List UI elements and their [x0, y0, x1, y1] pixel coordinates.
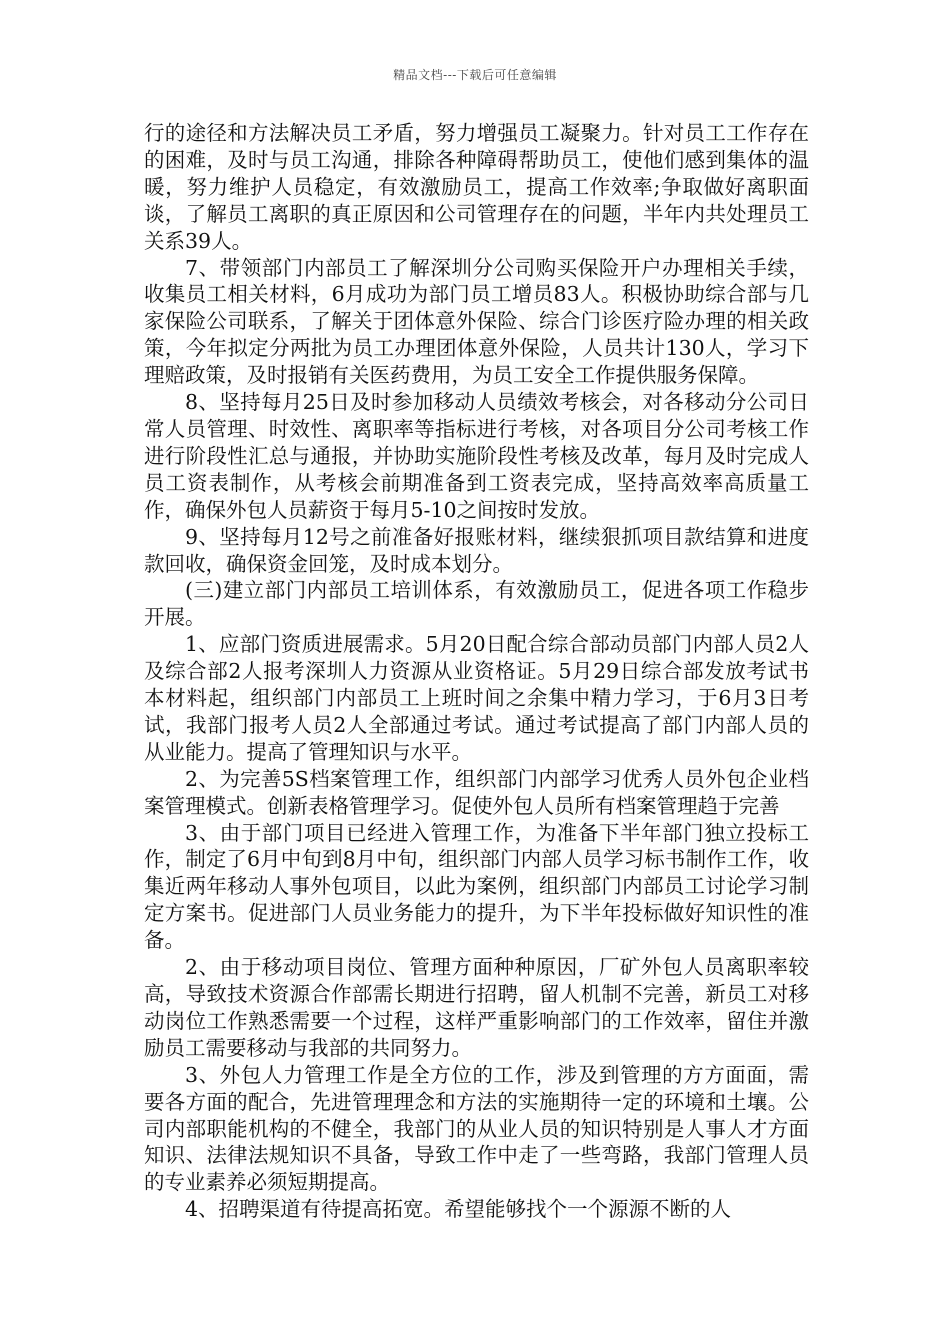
paragraph-item-7: 7、带领部门内部员工了解深圳分公司购买保险开户办理相关手续，收集员工相关材料，6月成功为部门员工增员83人。积极协助综合部与几家保险公司联系，了解关于团体意外保险、综合门诊医疗险办理的相关政策，今年拟定分两批为员工办理团体意外保险，人员共计130人，学习下理赔政策，及时报销有关医药费用，为员工安全工作提供服务保障。 [144, 255, 809, 388]
paragraph-continuation: 行的途径和方法解决员工矛盾，努力增强员工凝聚力。针对员工工作存在的困难，及时与员工沟通，排除各种障碍帮助员工，使他们感到集体的温暖，努力维护人员稳定，有效激励员工，提高工作效率;争取做好离职面谈，了解员工离职的真正原因和公司管理存在的问题，半年内共处理员工关系39人。 [144, 121, 809, 253]
paragraph-issue-2: 2、由于移动项目岗位、管理方面种种原因，厂矿外包人员离职率较高，导致技术资源合作部需长期进行招聘，留人机制不完善，新员工对移动岗位工作熟悉需要一个过程，这样严重影响部门的工作效率，留住并激励员工需要移动与我部的共同努力。 [144, 955, 809, 1060]
paragraph-training-2: 2、为完善5S档案管理工作，组织部门内部学习优秀人员外包企业档案管理模式。创新表格管理学习。促使外包人员所有档案管理趋于完善 [144, 766, 809, 818]
document-body [144, 120, 809, 1223]
paragraph-training-3: 3、由于部门项目已经进入管理工作，为准备下半年部门独立投标工作，制定了6月中旬到8月中旬，组织部门内部人员学习标书制作工作，收集近两年移动人事外包项目，以此为案例，组织部门内部员工讨论学习制定方案书。促进部门人员业务能力的提升，为下半年投标做好知识性的准备。 [144, 820, 809, 953]
section-heading-3: (三)建立部门内部员工培训体系，有效激励员工，促进各项工作稳步开展。 [144, 578, 809, 630]
page-header: 精品文档---下载后可任意编辑 [393, 68, 557, 82]
paragraph-training-1: 1、应部门资质进展需求。5月20日配合综合部动员部门内部人员2人及综合部2人报考深圳人力资源从业资格证。5月29日综合部发放考试书本材料起，组织部门内部员工上班时间之余集中精力学习，于6月3日考试，我部门报考人员2人全部通过考试。通过考试提高了部门内部人员的从业能力。提高了管理知识与水平。 [144, 632, 809, 764]
paragraph-item-9: 9、坚持每月12号之前准备好报账材料，继续狠抓项目款结算和进度款回收，确保资金回笼，及时成本划分。 [144, 524, 809, 576]
paragraph-issue-4: 4、招聘渠道有待提高拓宽。希望能够找个一个源源不断的人 [185, 1197, 732, 1222]
paragraph-issue-3: 3、外包人力管理工作是全方位的工作，涉及到管理的方方面面，需要各方面的配合，先进管理理念和方法的实施期待一定的环境和土壤。公司内部职能机构的不健全，我部门的从业人员的知识特别是人事人才方面知识、法律法规知识不具备，导致工作中走了一些弯路，我部门管理人员的专业素养必须短期提高。 [144, 1062, 809, 1195]
paragraph-item-8: 8、坚持每月25日及时参加移动人员绩效考核会，对各移动分公司日常人员管理、时效性、离职率等指标进行考核，对各项目分公司考核工作进行阶段性汇总与通报，并协助实施阶段性考核及改革，每月及时完成人员工资表制作，从考核会前期准备到工资表完成，坚持高效率高质量工作，确保外包人员薪资于每月5-10之间按时发放。 [144, 390, 809, 522]
